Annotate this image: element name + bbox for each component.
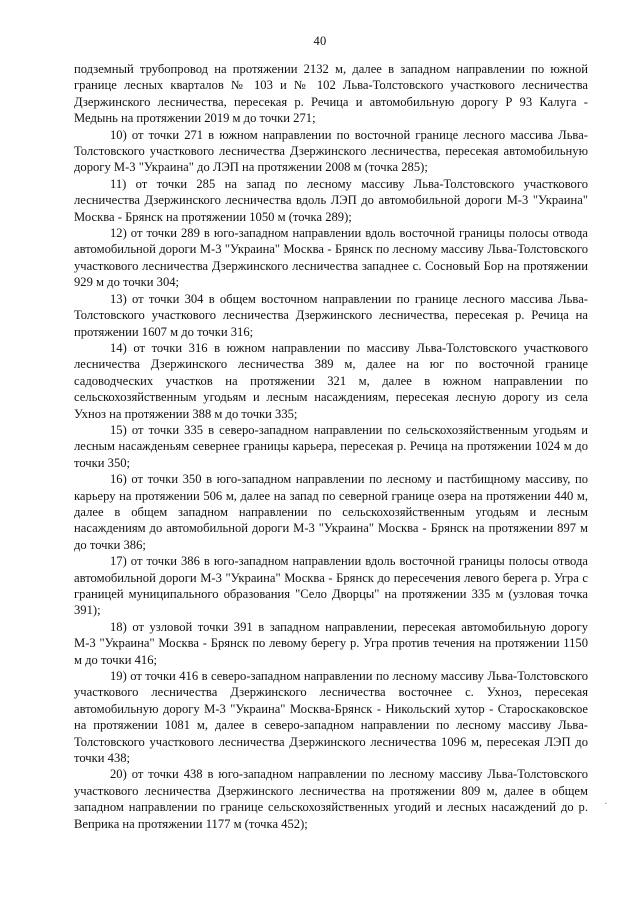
page-number: 40 bbox=[313, 34, 327, 48]
paragraph-continuation: подземный трубопровод на протяжении 2132 м, далее в западном направлении по южной границе лесных кварталов № 103 и № 102 Льва-Толстовского участкового лесничества Дзержинского лесничества, пересекая р. Речица и автомобильную дорогу Р 93 Калуга - Медынь на протяжении 2019 м до точки 271; bbox=[74, 62, 588, 126]
paragraph-item-15: 15) от точки 335 в северо-западном направлении по сельскохозяйственным угодьям и лесным насажденьям севернее границы карьера, пересекая р. Речица на протяжении 1024 м до точки 350; bbox=[74, 422, 588, 470]
paragraph-item-18: 18) от узловой точки 391 в западном направлении, пересекая автомобильную дорогу М-3 "Украина" Москва - Брянск по левому берегу р. Угра против течения на протяжении 1150 м до точки 416; bbox=[74, 619, 588, 667]
paragraph-item-10: 10) от точки 271 в южном направлении по восточной границе лесного массива Льва-Толстовского участкового лесничества Дзержинского лесничества, пересекая автомобильную дорогу М-3 "Украина" до ЛЭП на протяжении 2008 м (точка 285); bbox=[74, 127, 588, 175]
paragraph-item-20: 20) от точки 438 в юго-западном направлении по лесному массиву Льва-Толстовского участкового лесничества Дзержинского лесничества на протяжении 809 м, далее в общем западном направлении по границе сельскохозяйственных угодий и лесных насаждений до р. Веприка на протяжении 1177 м (точка 452); bbox=[74, 767, 588, 831]
paragraph-item-16: 16) от точки 350 в юго-западном направлении по лесному и пастбищному массиву, по карьеру на протяжении 506 м, далее на запад по северной границе озера на протяжении 440 м, далее в общем западном направлении по сельскохозяйственным угодьям и лесным насаждениям до автомобильной дороги М-3 "Украина" Москва - Брянск на протяжении 897 м до точки 386; bbox=[74, 472, 588, 552]
paragraph-item-19: 19) от точки 416 в северо-западном направлении по лесному массиву Льва-Толстовского участкового лесничества Дзержинского лесничества восточнее с. Ухноз, пересекая автомобильную дорогу М-3 "Украина" Москва-Брянск - Никольский хутор - Староскаковское на протяжении 1081 м, далее в северо-западном направлении по лесному массиву Льва-Толстовского участкового лесничества Дзержинского лесничества 1096 м, пересекая ЛЭП до точки 438; bbox=[74, 669, 588, 766]
document-body bbox=[74, 61, 588, 832]
paragraph-item-12: 12) от точки 289 в юго-западном направлении вдоль восточной границы полосы отвода автомобильной дороги М-3 "Украина" Москва - Брянск по лесному массиву Льва-Толстовского участкового лесничества Дзержинского лесничества западнее с. Сосновый Бор на протяжении 929 м до точки 304; bbox=[74, 226, 588, 290]
margin-mark: · bbox=[604, 798, 608, 810]
paragraph-item-17: 17) от точки 386 в юго-западном направлении вдоль восточной границы полосы отвода автомобильной дороги М-3 "Украина" Москва - Брянск до пересечения левого берега р. Угра с границей муниципального образования "Село Дворцы" на протяжении 335 м (узловая точка 391); bbox=[74, 554, 588, 618]
paragraph-item-13: 13) от точки 304 в общем восточном направлении по границе лесного массива Льва-Толстовского участкового лесничества Дзержинского лесничества, пересекая р. Речица на протяжении 1607 м до точки 316; bbox=[74, 291, 588, 339]
paragraph-item-14: 14) от точки 316 в южном направлении по массиву Льва-Толстовского участкового лесничества Дзержинского лесничества 389 м, далее на юг по восточной границе садоводческих участков на протяжении 321 м, далее в южном направлении по сельскохозяйственным угодьям и лесным насаждениям, пересекая лесную дорогу из села Ухноз на протяжении 388 м до точки 335; bbox=[74, 340, 588, 421]
paragraph-item-11: 11) от точки 285 на запад по лесному массиву Льва-Толстовского участкового лесничества Дзержинского лесничества вдоль ЛЭП до автомобильной дороги М-3 "Украина" Москва - Брянск на протяжении 1050 м (точка 289); bbox=[74, 176, 588, 224]
